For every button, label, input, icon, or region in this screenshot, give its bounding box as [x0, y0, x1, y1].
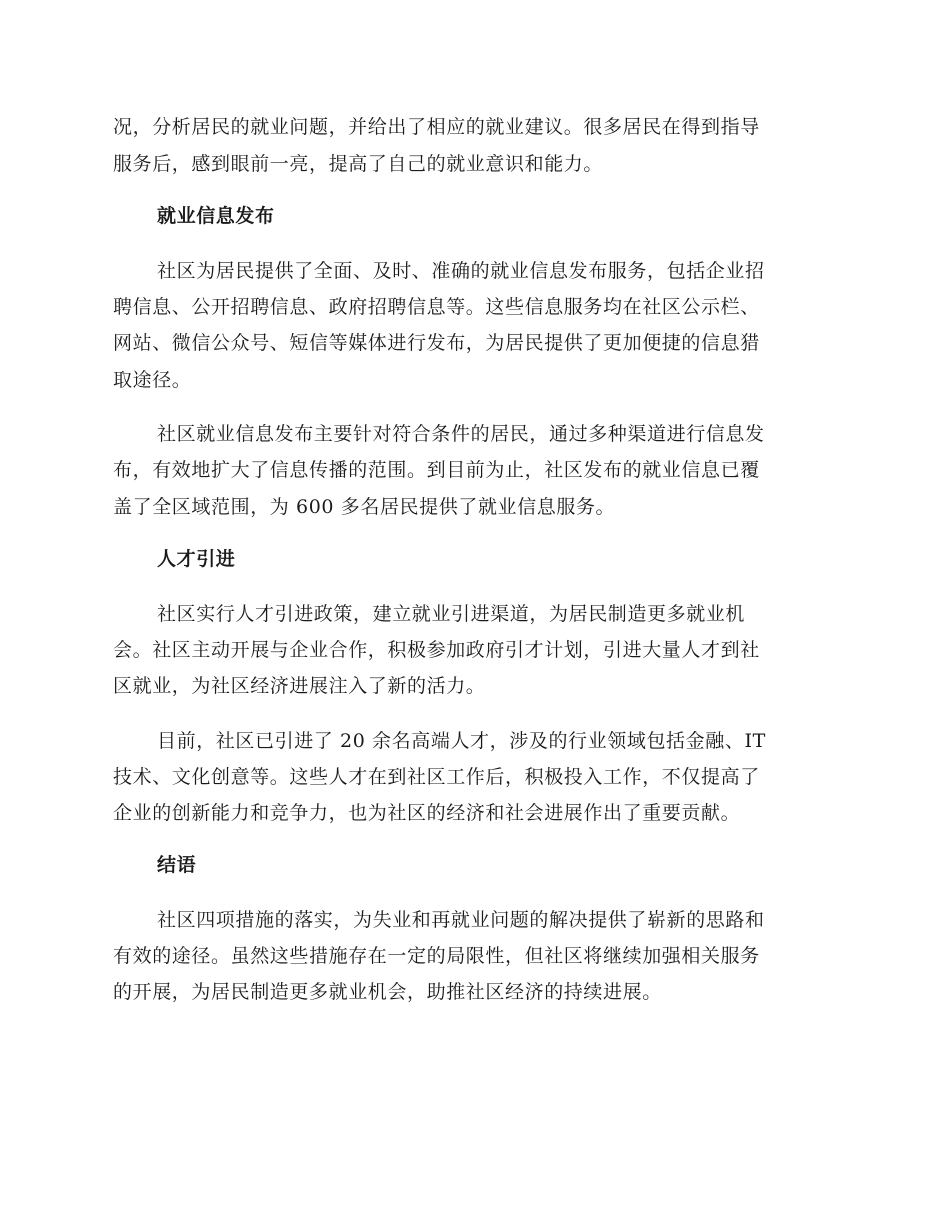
paragraph-line: 有效的途径。虽然这些措施存在一定的局限性，但社区将继续加强相关服务	[113, 945, 760, 967]
paragraph-line: 聘信息、公开招聘信息、政府招聘信息等。这些信息服务均在社区公示栏、	[113, 296, 760, 318]
paragraph-line: 区就业，为社区经济进展注入了新的活力。	[113, 675, 486, 697]
paragraph-line: 会。社区主动开展与企业合作，积极参加政府引才计划，引进大量人才到社	[113, 639, 760, 661]
paragraph-line: 况，分析居民的就业问题，并给出了相应的就业建议。很多居民在得到指导	[113, 116, 760, 138]
paragraph-line: 企业的创新能力和竞争力，也为社区的经济和社会进展作出了重要贡献。	[113, 802, 741, 824]
paragraph-line: 布，有效地扩大了信息传播的范围。到目前为止，社区发布的就业信息已覆	[113, 459, 760, 481]
paragraph-line: 目前，社区已引进了 20 余名高端人才，涉及的行业领域包括金融、IT	[157, 730, 766, 752]
paragraph-line: 社区实行人才引进政策，建立就业引进渠道，为居民制造更多就业机	[157, 603, 746, 625]
paragraph-line: 社区为居民提供了全面、及时、准确的就业信息发布服务，包括企业招	[157, 260, 765, 282]
paragraph-line: 社区就业信息发布主要针对符合条件的居民，通过多种渠道进行信息发	[157, 423, 765, 445]
paragraph-line: 取途径。	[113, 369, 192, 391]
paragraph-line: 社区四项措施的落实，为失业和再就业问题的解决提供了崭新的思路和	[157, 909, 765, 931]
paragraph-line: 的开展，为居民制造更多就业机会，助推社区经济的持续进展。	[113, 981, 662, 1003]
paragraph-line: 网站、微信公众号、短信等媒体进行发布，为居民提供了更加便捷的信息猎	[113, 332, 760, 354]
section-heading-talent: 人才引进	[157, 548, 236, 570]
paragraph-line: 技术、文化创意等。这些人才在到社区工作后，积极投入工作，不仅提高了	[113, 766, 760, 788]
section-heading-job-info: 就业信息发布	[157, 205, 275, 227]
section-heading-conclusion: 结语	[157, 854, 197, 876]
paragraph-line: 服务后，感到眼前一亮，提高了自己的就业意识和能力。	[113, 153, 604, 175]
paragraph-line: 盖了全区域范围，为 600 多名居民提供了就业信息服务。	[113, 496, 616, 518]
